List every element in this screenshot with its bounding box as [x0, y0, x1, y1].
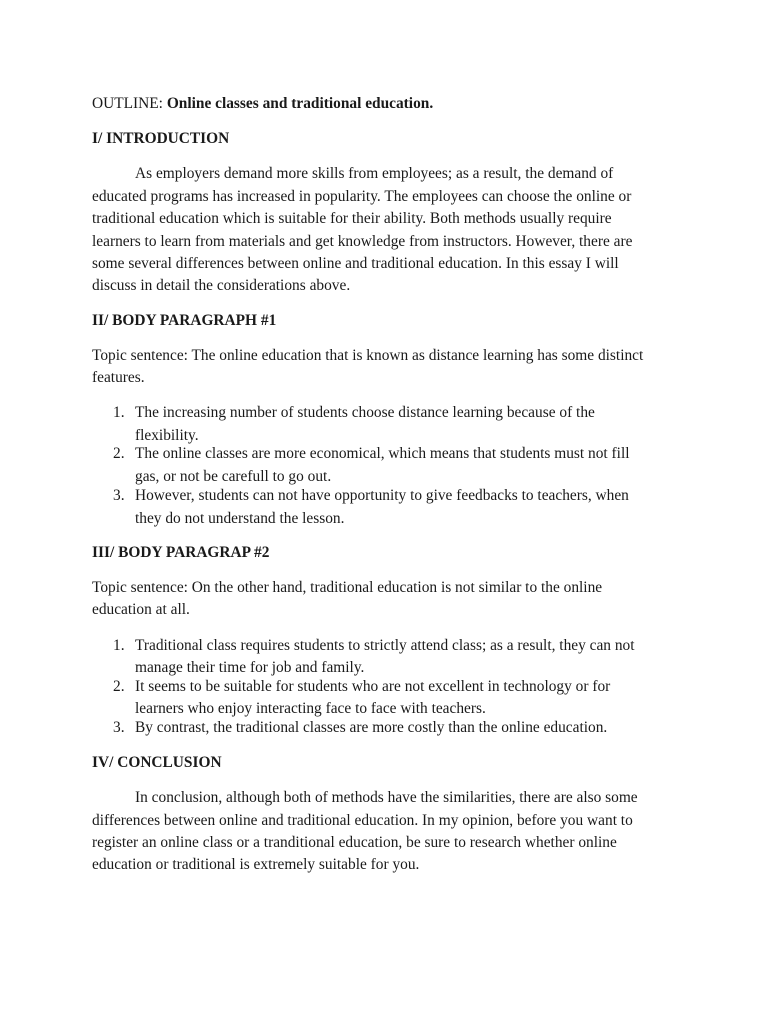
- intro-line: educated programs has increased in popularity. The employees can choose the online or: [92, 188, 632, 205]
- list-item-line: The online classes are more economical, which means that students must not fill: [135, 445, 630, 462]
- list-item-line: The increasing number of students choose distance learning because of the: [135, 404, 595, 421]
- intro-line: learners to learn from materials and get knowledge from instructors. However, there are: [92, 233, 633, 250]
- section-heading-introduction: I/ INTRODUCTION: [92, 130, 230, 147]
- section-heading-body-2: III/ BODY PARAGRAP #2: [92, 544, 270, 561]
- conclusion-line: register an online class or a tranditional education, be sure to research whether online: [92, 834, 617, 851]
- intro-line: As employers demand more skills from employees; as a result, the demand of: [135, 165, 614, 182]
- list-item-line: flexibility.: [135, 427, 199, 444]
- conclusion-line: differences between online and traditional education. In my opinion, before you want to: [92, 812, 633, 829]
- section-heading-body-1: II/ BODY PARAGRAPH #1: [92, 312, 277, 329]
- list-item-number: 2.: [113, 445, 125, 462]
- list-item-line: learners who enjoy interacting face to face with teachers.: [135, 700, 486, 717]
- list-item-line: gas, or not be carefull to go out.: [135, 468, 332, 485]
- list-item-number: 1.: [113, 637, 125, 654]
- list-item-line: By contrast, the traditional classes are more costly than the online education.: [135, 719, 608, 736]
- document-title: Online classes and traditional education.: [166, 95, 434, 112]
- list-item-line: they do not understand the lesson.: [135, 510, 345, 527]
- conclusion-line: In conclusion, although both of methods have the similarities, there are also some: [135, 789, 638, 806]
- list-item-line: It seems to be suitable for students who are not excellent in technology or for: [135, 678, 611, 695]
- intro-line: some several differences between online and traditional education. In this essay I will: [92, 255, 619, 272]
- intro-line: discuss in detail the considerations above.: [92, 277, 351, 294]
- list-item-number: 3.: [113, 719, 125, 736]
- list-item-line: Traditional class requires students to strictly attend class; as a result, they can not: [135, 637, 635, 654]
- outline-line: [92, 96, 433, 111]
- list-item-number: 3.: [113, 487, 125, 504]
- topic-sentence-line: features.: [92, 369, 145, 386]
- list-item-line: However, students can not have opportunity to give feedbacks to teachers, when: [135, 487, 629, 504]
- topic-sentence-line: education at all.: [92, 601, 190, 618]
- list-item-number: 1.: [113, 404, 125, 421]
- topic-sentence-line: Topic sentence: On the other hand, traditional education is not similar to the online: [92, 579, 603, 596]
- conclusion-line: education or traditional is extremely suitable for you.: [92, 856, 420, 873]
- topic-sentence-line: Topic sentence: The online education that is known as distance learning has some distinct: [92, 347, 644, 364]
- outline-label: OUTLINE:: [92, 95, 163, 112]
- intro-line: traditional education which is suitable for their ability. Both methods usually require: [92, 210, 612, 227]
- list-item-number: 2.: [113, 678, 125, 695]
- section-heading-conclusion: IV/ CONCLUSION: [92, 754, 222, 771]
- list-item-line: manage their time for job and family.: [135, 659, 365, 676]
